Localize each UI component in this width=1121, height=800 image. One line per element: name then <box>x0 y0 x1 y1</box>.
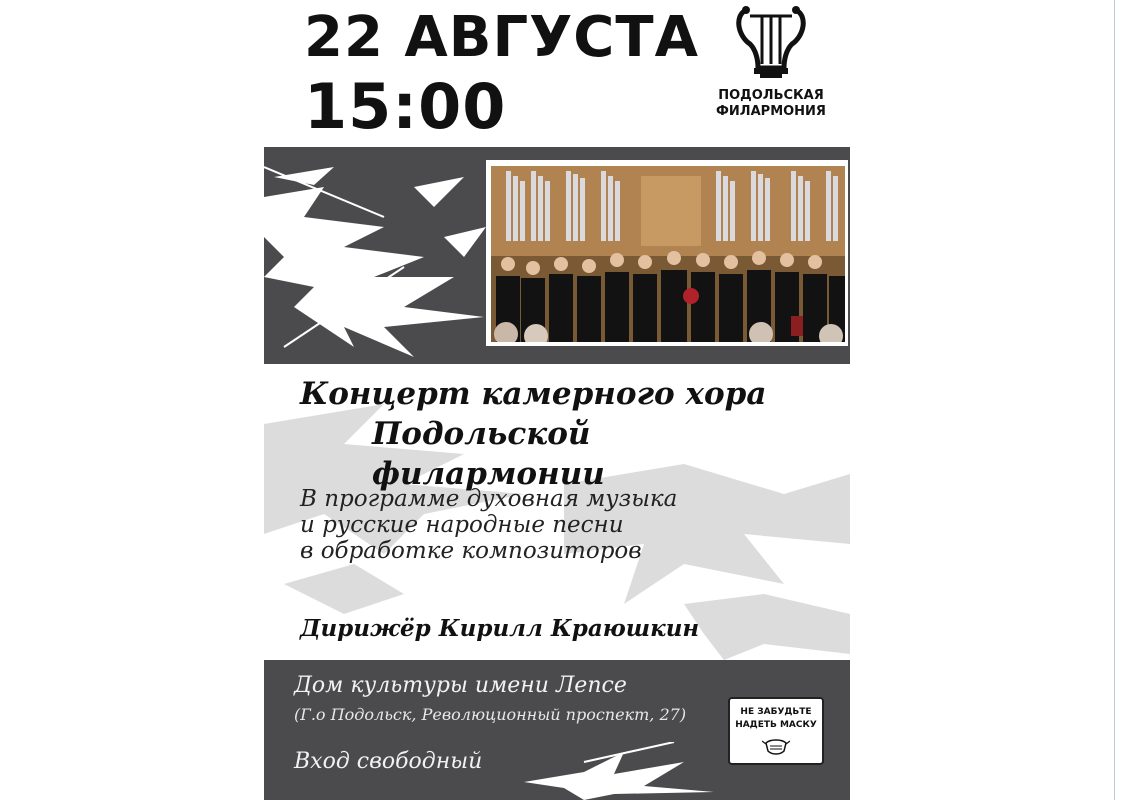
entry-info: Вход свободный <box>294 749 483 774</box>
title-line-1: Концерт камерного хора <box>300 376 767 412</box>
date-day-month: 22 АВГУСТА <box>304 5 699 70</box>
program-line-3: в обработке композиторов <box>300 538 642 564</box>
program-line-2: и русские народные песни <box>300 512 624 538</box>
program-line-1: В программе духовная музыка <box>300 486 678 512</box>
conductor-name: Дирижёр Кирилл Краюшкин <box>300 615 700 642</box>
choir-photo <box>491 166 845 342</box>
event-date <box>304 2 699 143</box>
mask-reminder-text <box>730 706 822 732</box>
top-gray-band <box>264 147 850 364</box>
logo-line-2: ФИЛАРМОНИЯ <box>716 104 826 119</box>
logo-line-1: ПОДОЛЬСКАЯ <box>718 88 824 103</box>
page-edge-line <box>1114 0 1115 800</box>
choir-photo-illustration <box>491 166 845 342</box>
white-splash-decoration <box>264 157 486 357</box>
philharmonic-logo <box>716 2 826 132</box>
title-line-2: Подольской филармонии <box>372 416 605 492</box>
face-mask-icon <box>762 735 790 757</box>
mask-line-1: НЕ ЗАБУДЬТЕ <box>740 707 812 717</box>
logo-caption <box>716 88 826 120</box>
event-time: 15:00 <box>304 70 507 143</box>
program-description <box>300 486 800 564</box>
concert-title <box>300 374 820 494</box>
concert-poster <box>264 0 850 800</box>
lyre-icon <box>716 2 826 84</box>
mask-reminder-badge <box>728 697 824 765</box>
mask-line-2: НАДЕТЬ МАСКУ <box>735 720 817 730</box>
bottom-gray-band <box>264 660 850 800</box>
venue-address: (Г.о Подольск, Революционный проспект, 27) <box>294 705 687 724</box>
bottom-splash-decoration <box>524 742 724 800</box>
event-info-section <box>264 364 850 660</box>
venue-name: Дом культуры имени Лепсе <box>294 673 627 698</box>
